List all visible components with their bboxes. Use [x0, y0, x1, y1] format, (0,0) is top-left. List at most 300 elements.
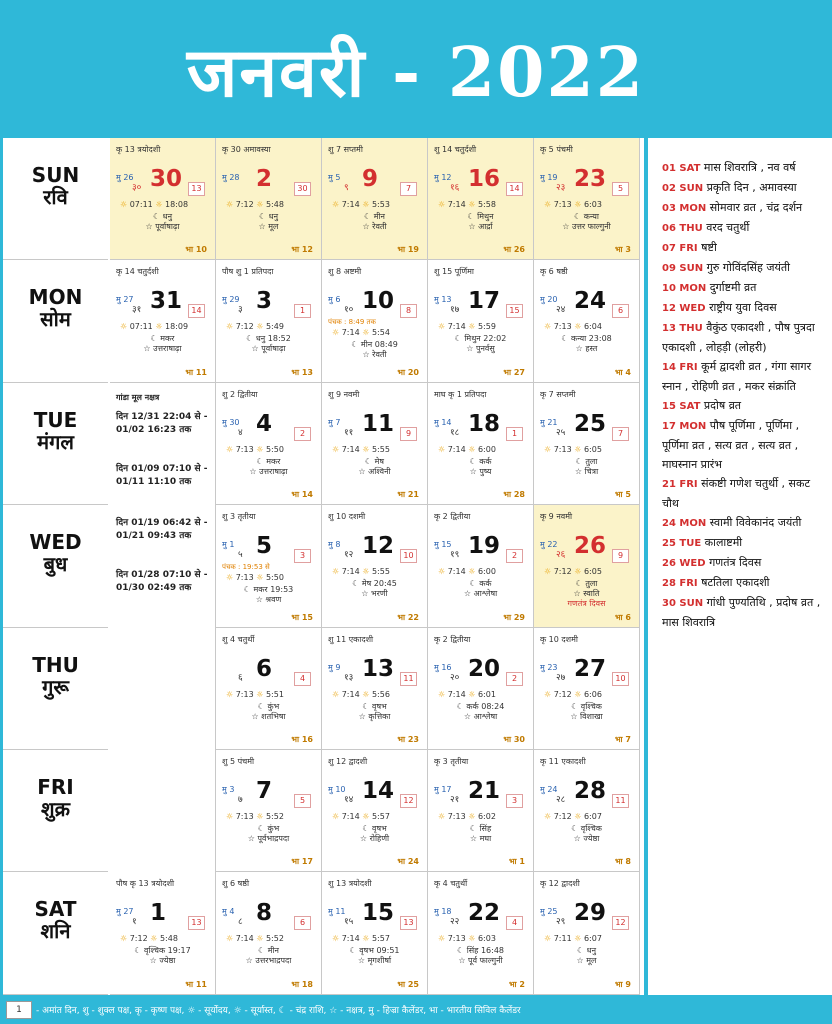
- tithi-number-box: 5: [612, 182, 629, 196]
- nakshatra: [534, 833, 639, 844]
- day-name-hi: रवि: [43, 185, 68, 209]
- nakshatra-text: शतभिषा: [261, 711, 286, 721]
- festival-text: वैकुंठ एकादशी , पौष पुत्रदा एकादशी , लोहड़ी (लोहरी): [662, 321, 815, 354]
- civil-date: भा 10: [185, 245, 207, 255]
- sunset-time: 5:55: [371, 444, 390, 454]
- moon-sign-text: मिथुन: [477, 212, 494, 221]
- sunset-time: 5:59: [477, 322, 496, 332]
- moon-icon: ☾: [257, 824, 268, 833]
- tithi-label: कृ 10 दशमी: [540, 634, 578, 644]
- hijri-date: मु 9: [328, 662, 341, 672]
- day-name-mon: [3, 260, 108, 382]
- empty-column: [110, 628, 216, 873]
- civil-date: भा 8: [614, 857, 631, 867]
- hindi-date: १४: [344, 795, 354, 805]
- festival-date: 15 SAT: [662, 401, 701, 412]
- tithi-number-box: 3: [294, 549, 311, 563]
- day-name-hi: मंगल: [37, 429, 74, 454]
- hijri-date: मु 23: [540, 662, 558, 672]
- nakshatra-text: उत्तरभाद्रपदा: [255, 956, 292, 966]
- hindi-date: १३: [344, 672, 354, 683]
- civil-date: भा 11: [185, 367, 207, 377]
- sunrise-time: 7:14: [341, 200, 360, 209]
- hindi-date: २७: [556, 672, 566, 683]
- gregorian-date: 9: [362, 166, 379, 192]
- day-cell[interactable]: [428, 750, 534, 872]
- sunset-icon: ☼: [256, 812, 266, 821]
- sunset-icon: ☼: [362, 200, 372, 209]
- moon-sign-text: मीन: [373, 212, 385, 221]
- sunrise-icon: ☼: [226, 200, 236, 209]
- day-name-tue: [3, 383, 108, 505]
- sunset-time: 6:01: [477, 689, 496, 699]
- nakshatra-text: पुनर्वसु: [475, 344, 495, 354]
- tithi-number-box: 3: [506, 794, 523, 808]
- day-cell[interactable]: [534, 260, 640, 382]
- festival-text: राष्ट्रीय युवा दिवस: [709, 301, 777, 314]
- nakshatra-text: स्वाति: [583, 589, 600, 599]
- nakshatra: [428, 588, 533, 599]
- hindi-date: १०: [344, 305, 354, 316]
- nakshatra: [534, 221, 639, 232]
- sunset-time: 5:53: [371, 200, 390, 209]
- hijri-date: मु 5: [328, 173, 341, 182]
- festival-text: पौष पूर्णिमा , पूर्णिमा , पूर्णिमा व्रत , सत्य व्रत , सत्य व्रत , माघस्नान प्रारंभ: [662, 419, 800, 471]
- notes-item: दिन 01/19 06:42 से - 01/21 09:43 तक: [116, 517, 208, 541]
- sunrise-icon: ☼: [544, 689, 554, 699]
- tithi-label: कृ 2 द्वितीया: [434, 512, 471, 522]
- hindi-date: ३: [238, 305, 243, 316]
- star-icon: ☆: [361, 589, 371, 599]
- day-cell[interactable]: [534, 383, 640, 505]
- star-icon: ☆: [570, 711, 581, 721]
- moon-sign-text: मीन: [267, 946, 279, 956]
- sun-times: [226, 200, 284, 209]
- hijri-date: मु 12: [434, 173, 452, 182]
- star-icon: ☆: [576, 956, 587, 966]
- notes-item: दिन 01/28 07:10 से - 01/30 02:49 तक: [116, 569, 208, 593]
- tithi-number-box: 14: [506, 182, 523, 196]
- day-name-fri: [3, 750, 108, 872]
- hijri-date: मु 20: [540, 295, 558, 305]
- nakshatra: [322, 711, 427, 722]
- tithi-label: पौष कृ 13 त्रयोदशी: [116, 879, 175, 889]
- moon-sign-text: कन्या 23:08: [570, 334, 612, 344]
- day-cell[interactable]: [428, 872, 534, 994]
- nakshatra: [216, 955, 321, 966]
- tithi-label: शु 13 त्रयोदशी: [328, 879, 372, 889]
- sunrise-time: 7:12: [553, 812, 572, 821]
- legend-text: - अमांत दिन, शु - शुक्ल पक्ष, कृ - कृष्ण पक्ष, ☼ - सूर्योदय, ☼ - सूर्यास्त, ☾ - चंद्र राशि, ☆ - नक्षत्र, मु - हिज्रा कैलेंडर, भा - भारतीय सिविल कैलेंडर: [36, 1006, 521, 1016]
- day-cell[interactable]: [110, 872, 216, 994]
- sunset-time: 6:07: [583, 812, 602, 821]
- sunset-time: 5:50: [265, 444, 284, 454]
- sunset-icon: ☼: [256, 934, 266, 944]
- moon-icon: ☾: [257, 701, 268, 711]
- star-icon: ☆: [143, 344, 154, 354]
- festival-item: [662, 573, 828, 593]
- sun-times: [332, 445, 390, 454]
- day-cell[interactable]: [216, 872, 322, 994]
- gregorian-date: 12: [362, 533, 395, 560]
- sunset-time: 6:00: [477, 444, 496, 454]
- sunrise-time: 7:12: [129, 934, 148, 944]
- moon-sign-text: वृश्चिक: [580, 824, 602, 833]
- festival-date: 17 MON: [662, 421, 707, 432]
- sunset-icon: ☼: [468, 567, 478, 577]
- nakshatra: [110, 955, 215, 966]
- day-cell[interactable]: [322, 750, 428, 872]
- gregorian-date: 21: [468, 778, 501, 804]
- festival-text: संकष्टी गणेश चतुर्थी , सकट चौथ: [662, 477, 810, 510]
- tithi-number-box: 13: [188, 182, 205, 196]
- nakshatra-text: ज्येष्ठा: [583, 834, 600, 843]
- civil-date: भा 12: [291, 245, 313, 255]
- sun-times: [226, 445, 284, 454]
- festival-item: [662, 474, 828, 513]
- sunset-icon: ☼: [256, 444, 266, 454]
- sunset-time: 5:52: [265, 934, 284, 944]
- moon-icon: ☾: [469, 456, 480, 466]
- moon-icon: ☾: [257, 946, 268, 956]
- sunset-icon: ☼: [468, 934, 478, 944]
- star-icon: ☆: [258, 222, 269, 231]
- day-cell[interactable]: [216, 628, 322, 750]
- gregorian-date: 4: [256, 410, 273, 437]
- day-name-hi: शुक्र: [41, 797, 70, 821]
- sunset-time: 5:52: [265, 812, 284, 821]
- festival-date: 10 MON: [662, 283, 707, 294]
- sun-times: [544, 322, 602, 331]
- tithi-number-box: 12: [400, 794, 417, 808]
- hijri-date: मु 24: [540, 785, 558, 794]
- hindi-date: ५: [238, 550, 243, 561]
- sunrise-icon: ☼: [438, 934, 448, 944]
- gregorian-date: 27: [574, 655, 607, 682]
- day-name-hi: बुध: [43, 552, 68, 577]
- tithi-number-box: 2: [506, 549, 523, 563]
- sunset-time: 5:48: [159, 934, 178, 944]
- sunset-icon: ☼: [574, 322, 584, 332]
- nakshatra: [216, 711, 321, 722]
- sunrise-time: 7:11: [553, 934, 572, 944]
- festival-text: प्रकृति दिन , अमावस्या: [706, 181, 797, 194]
- day-cell[interactable]: [428, 628, 534, 750]
- sunset-time: 18:08: [165, 200, 189, 209]
- festival-text: स्वामी विवेकानंद जयंती: [709, 516, 802, 529]
- day-cell[interactable]: [216, 750, 322, 872]
- day-cell[interactable]: [216, 260, 322, 382]
- tithi-label: शु 5 पंचमी: [222, 757, 255, 766]
- civil-date: भा 11: [185, 979, 207, 989]
- tithi-number-box: 9: [400, 427, 417, 441]
- sun-times: [544, 934, 602, 943]
- hijri-date: मु 13: [434, 295, 452, 305]
- hijri-date: मु 15: [434, 540, 452, 550]
- moon-icon: ☾: [152, 212, 163, 221]
- festival-text: षष्टी: [701, 241, 717, 254]
- civil-date: भा 9: [614, 979, 631, 989]
- tithi-number-box: 5: [294, 794, 311, 808]
- sun-times: [332, 934, 390, 943]
- moon-sign-text: मकर: [266, 456, 281, 466]
- sunrise-time: 7:13: [553, 200, 572, 209]
- moon-sign-text: मकर: [160, 334, 175, 344]
- sunrise-time: 7:14: [447, 689, 466, 699]
- tithi-label: कृ 7 सप्तमी: [540, 389, 576, 399]
- nakshatra: [216, 594, 321, 605]
- festival-item: [662, 533, 828, 553]
- festival-date: 21 FRI: [662, 479, 698, 490]
- sunrise-icon: ☼: [438, 322, 448, 332]
- tithi-label: कृ 2 द्वितीया: [434, 634, 471, 644]
- hijri-date: मु 1: [222, 540, 235, 550]
- nakshatra: [322, 466, 427, 477]
- sunrise-icon: ☼: [332, 934, 342, 944]
- moon-sign-text: तुला: [585, 456, 598, 466]
- panchak-label: पंचक : 8:49 तक: [328, 318, 376, 327]
- civil-date: भा 13: [291, 367, 313, 377]
- day-cell[interactable]: [110, 260, 216, 382]
- nakshatra-text: आश्लेषा: [473, 711, 498, 721]
- day-cell[interactable]: [534, 750, 640, 872]
- day-cell[interactable]: [110, 138, 216, 260]
- moon-icon: ☾: [454, 334, 465, 344]
- nakshatra-text: ज्येष्ठा: [159, 956, 176, 966]
- day-name-en: MON: [28, 285, 83, 310]
- day-cell[interactable]: [322, 628, 428, 750]
- tithi-number-box: 6: [612, 304, 629, 318]
- sunrise-time: 7:12: [235, 200, 254, 209]
- tithi-label: शु 6 षष्ठी: [222, 879, 250, 889]
- nakshatra-text: कृत्तिका: [368, 711, 391, 721]
- nakshatra-text: मूल: [586, 956, 597, 966]
- festival-date: 07 FRI: [662, 243, 698, 254]
- festival-item: [662, 198, 828, 218]
- sunset-time: 18:09: [165, 322, 189, 332]
- tithi-number-box: 11: [612, 794, 629, 808]
- sunset-time: 6:02: [477, 812, 496, 821]
- moon-icon: ☾: [150, 334, 161, 344]
- moon-icon: ☾: [575, 579, 586, 589]
- tithi-label: शु 3 तृतीया: [222, 512, 256, 522]
- tithi-number-box: 13: [188, 916, 205, 930]
- tithi-number-box: 1: [506, 427, 523, 441]
- sunset-icon: ☼: [574, 812, 584, 821]
- civil-date: भा 30: [503, 734, 525, 744]
- tithi-number-box: 6: [294, 916, 311, 930]
- nakshatra-text: विशाखा: [580, 711, 603, 721]
- tithi-label: शु 4 चतुर्थी: [222, 634, 255, 644]
- sunrise-time: 7:14: [341, 689, 360, 699]
- sun-times: [332, 200, 390, 209]
- sunset-time: 6:06: [583, 689, 602, 699]
- hijri-date: मु 6: [328, 295, 341, 305]
- hindi-date: २५: [556, 427, 566, 438]
- gregorian-date: 28: [574, 778, 607, 804]
- sunset-icon: ☼: [362, 689, 372, 699]
- sunset-time: 6:00: [477, 567, 496, 577]
- nakshatra: [216, 343, 321, 354]
- sunrise-time: 7:12: [553, 689, 572, 699]
- star-icon: ☆: [145, 222, 156, 231]
- day-cell[interactable]: [534, 138, 640, 260]
- sunset-time: 5:56: [371, 689, 390, 699]
- day-cell[interactable]: [428, 383, 534, 505]
- festival-item: [662, 298, 828, 318]
- civil-date: भा 23: [397, 734, 419, 744]
- day-cell[interactable]: [428, 138, 534, 260]
- sun-times: [544, 812, 602, 821]
- star-icon: ☆: [562, 222, 572, 231]
- gregorian-date: 22: [468, 900, 501, 927]
- sunset-time: 5:57: [371, 812, 390, 821]
- moon-sign-text: मेष: [374, 456, 385, 466]
- hindi-date: ३१: [132, 305, 142, 316]
- sun-times: [120, 934, 178, 943]
- nakshatra: [322, 221, 427, 232]
- day-name-wed: [3, 505, 108, 627]
- tithi-label: कृ 11 एकादशी: [540, 757, 586, 766]
- sunset-time: 6:04: [583, 322, 602, 332]
- hijri-date: मु 27: [116, 295, 134, 305]
- sun-times: [332, 328, 390, 337]
- sun-times: [438, 934, 496, 943]
- moon-icon: ☾: [351, 340, 361, 350]
- sunrise-icon: ☼: [120, 200, 130, 209]
- tithi-label: पौष शु 1 प्रतिपदा: [222, 267, 274, 277]
- sunrise-time: 7:13: [235, 573, 254, 583]
- day-cell[interactable]: [322, 505, 428, 627]
- nakshatra: [428, 221, 533, 232]
- day-cell[interactable]: [216, 505, 322, 627]
- festival-text: दुर्गाष्टमी व्रत: [709, 281, 757, 294]
- sunset-icon: ☼: [256, 200, 266, 209]
- tithi-number-box: 9: [612, 549, 629, 563]
- sunrise-icon: ☼: [226, 689, 236, 699]
- day-cell[interactable]: [534, 872, 640, 994]
- festival-label: गणतंत्र दिवस: [567, 599, 606, 609]
- day-cell[interactable]: [428, 260, 534, 382]
- sunset-icon: ☼: [155, 322, 166, 332]
- sunrise-icon: ☼: [544, 812, 554, 821]
- tithi-number-box: 1: [294, 304, 311, 318]
- star-icon: ☆: [249, 466, 260, 476]
- civil-date: भा 18: [291, 979, 313, 989]
- nakshatra-text: रेवती: [372, 350, 387, 360]
- nakshatra: [216, 221, 321, 232]
- notes-item: दिन 12/31 22:04 से - 01/02 16:23 तक: [116, 411, 208, 435]
- nakshatra-text: मृगशीर्षा: [367, 956, 392, 966]
- sunset-time: 6:07: [583, 934, 602, 944]
- star-icon: ☆: [573, 589, 584, 599]
- hijri-date: मु 22: [540, 540, 558, 550]
- hindi-date: ६: [238, 672, 243, 683]
- nakshatra-text: आर्द्रा: [478, 222, 493, 231]
- civil-date: भा 16: [291, 734, 313, 744]
- nakshatra-text: पूर्वाषाढ़ा: [155, 222, 180, 231]
- sunrise-time: 7:14: [447, 322, 466, 332]
- day-cell[interactable]: [322, 872, 428, 994]
- star-icon: ☆: [149, 956, 160, 966]
- tithi-number-box: 13: [400, 916, 417, 930]
- civil-date: भा 19: [397, 245, 419, 255]
- sun-times: [120, 322, 188, 331]
- sun-times: [544, 690, 602, 699]
- day-cell[interactable]: [534, 505, 640, 627]
- civil-date: भा 20: [397, 367, 419, 377]
- civil-date: भा 2: [508, 979, 525, 989]
- hindi-date: १: [132, 917, 137, 928]
- sunrise-icon: ☼: [332, 328, 342, 338]
- gregorian-date: 14: [362, 778, 395, 804]
- sunrise-time: 7:14: [447, 200, 466, 209]
- hindi-date: २३: [556, 183, 566, 193]
- day-cell[interactable]: [322, 260, 428, 382]
- tithi-label: शु 9 नवमी: [328, 389, 360, 399]
- sunset-icon: ☼: [468, 322, 478, 332]
- moon-icon: ☾: [243, 585, 254, 595]
- festival-date: 14 FRI: [662, 362, 698, 373]
- moon-icon: ☾: [469, 824, 480, 833]
- nakshatra-text: मूल: [268, 222, 279, 231]
- sunrise-time: 7:14: [341, 328, 360, 338]
- sunrise-time: 7:12: [235, 322, 254, 332]
- nakshatra-text: रोहिणी: [369, 834, 390, 843]
- day-name-sun: [3, 138, 108, 260]
- moon-icon: ☾: [256, 456, 267, 466]
- day-cell[interactable]: [322, 383, 428, 505]
- festival-item: [662, 258, 828, 278]
- sunrise-icon: ☼: [438, 812, 448, 821]
- sun-times: [438, 690, 496, 699]
- day-cell[interactable]: [216, 383, 322, 505]
- day-cell[interactable]: [534, 628, 640, 750]
- moon-sign-text: वृषभ: [372, 824, 387, 833]
- day-name-en: THU: [32, 652, 79, 677]
- sunrise-icon: ☼: [332, 567, 342, 577]
- sunset-icon: ☼: [574, 567, 584, 577]
- day-cell[interactable]: [428, 505, 534, 627]
- hindi-date: ११: [344, 427, 354, 438]
- gregorian-date: 8: [256, 900, 273, 927]
- nakshatra-text: पूर्वाषाढ़ा: [261, 344, 286, 354]
- nakshatra-text: पूर्वभाद्रपदा: [257, 834, 290, 843]
- gregorian-date: 1: [150, 900, 167, 927]
- sunrise-icon: ☼: [226, 934, 236, 944]
- tithi-label: कृ 12 द्वादशी: [540, 879, 580, 889]
- day-cell[interactable]: [322, 138, 428, 260]
- notes-item: दिन 01/09 07:10 से - 01/11 11:10 तक: [116, 463, 208, 487]
- day-cell[interactable]: [216, 138, 322, 260]
- nakshatra: [322, 349, 427, 360]
- gandmool-notes: [110, 383, 216, 628]
- tithi-label: शु 2 द्वितीया: [222, 389, 258, 399]
- civil-date: भा 17: [291, 857, 313, 867]
- moon-icon: ☾: [574, 212, 584, 221]
- nakshatra: [534, 466, 639, 477]
- sunrise-time: 7:12: [553, 567, 572, 577]
- nakshatra-text: पुष्य: [479, 466, 492, 476]
- moon-sign-text: वृश्चिक: [580, 701, 602, 711]
- moon-sign-text: मीन 08:49: [360, 340, 398, 350]
- civil-date: भा 29: [503, 612, 525, 622]
- sun-times: [544, 445, 602, 454]
- tithi-label: शु 8 अष्टमी: [328, 267, 362, 277]
- nakshatra-text: उत्तराषाढ़ा: [259, 466, 288, 476]
- tithi-number-box: 11: [400, 672, 417, 686]
- hindi-date: १८: [450, 427, 460, 438]
